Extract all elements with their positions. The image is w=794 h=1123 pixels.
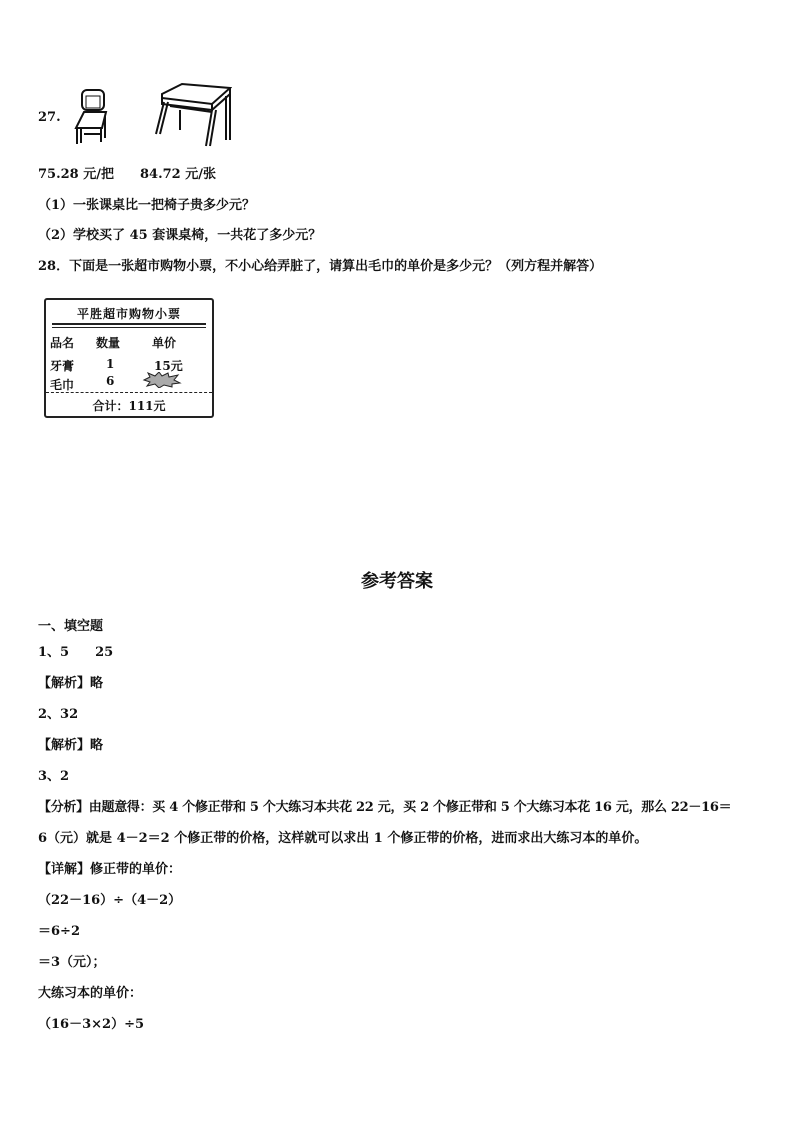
answer-line: 大练习本的单价： <box>38 986 143 1001</box>
question-28-text: 28．下面是一张超市购物小票，不小心给弄脏了，请算出毛巾的单价是多少元？（列方程并解答） <box>38 259 603 274</box>
receipt-divider <box>52 323 206 328</box>
receipt-item-qty: 6 <box>106 374 115 388</box>
receipt-title: 平胜超市购物小票 <box>76 307 181 321</box>
receipt-dashed-divider <box>46 392 212 393</box>
answers-title: 参考答案 <box>361 571 433 592</box>
stain-splat-icon <box>142 372 182 388</box>
section-heading: 一、填空题 <box>38 619 104 634</box>
answer-line: 3、2 <box>38 769 70 784</box>
answer-line: 【解析】略 <box>38 738 104 753</box>
answer-line: 6（元）就是 4－2＝2 个修正带的价格，这样就可以求出 1 个修正带的价格，进而求出大练习本的单价。 <box>38 831 648 846</box>
answer-line: （22－16）÷（4－2） <box>38 893 182 908</box>
receipt-item-price: 15元 <box>154 359 183 373</box>
answer-line: （16－3×2）÷5 <box>38 1017 145 1032</box>
answer-line: ＝3（元）； <box>38 955 106 970</box>
answer-line: 【分析】由题意得：买 4 个修正带和 5 个大练习本共花 22 元，买 2 个修正带和 5 个大练习本花 16 元，那么 22－16＝ <box>38 800 732 815</box>
answer-line: 1、5 25 <box>38 645 114 660</box>
receipt-header-qty: 数量 <box>96 336 121 350</box>
answer-line: 2、32 <box>38 707 79 722</box>
q27-sub1: （1）一张课桌比一把椅子贵多少元？ <box>38 198 256 213</box>
shopping-receipt <box>44 298 214 418</box>
receipt-item-qty: 1 <box>106 357 115 371</box>
q27-sub2: （2）学校买了 45 套课桌椅，一共花了多少元？ <box>38 228 322 243</box>
receipt-header-price: 单价 <box>152 336 177 350</box>
chair-illustration <box>72 88 112 146</box>
receipt-header-name: 品名 <box>50 336 75 350</box>
receipt-total: 合计：111元 <box>92 399 166 413</box>
answer-line: 【详解】修正带的单价： <box>38 862 182 877</box>
answer-line: 【解析】略 <box>38 676 104 691</box>
q27-prices: 75.28 元/把 84.72 元/张 <box>38 167 216 182</box>
desk-illustration <box>152 82 232 148</box>
receipt-item-name: 牙膏 <box>50 359 75 373</box>
answer-line: ＝6÷2 <box>38 924 80 939</box>
question-27-number: 27. <box>38 110 61 125</box>
receipt-item-name: 毛巾 <box>50 378 75 392</box>
